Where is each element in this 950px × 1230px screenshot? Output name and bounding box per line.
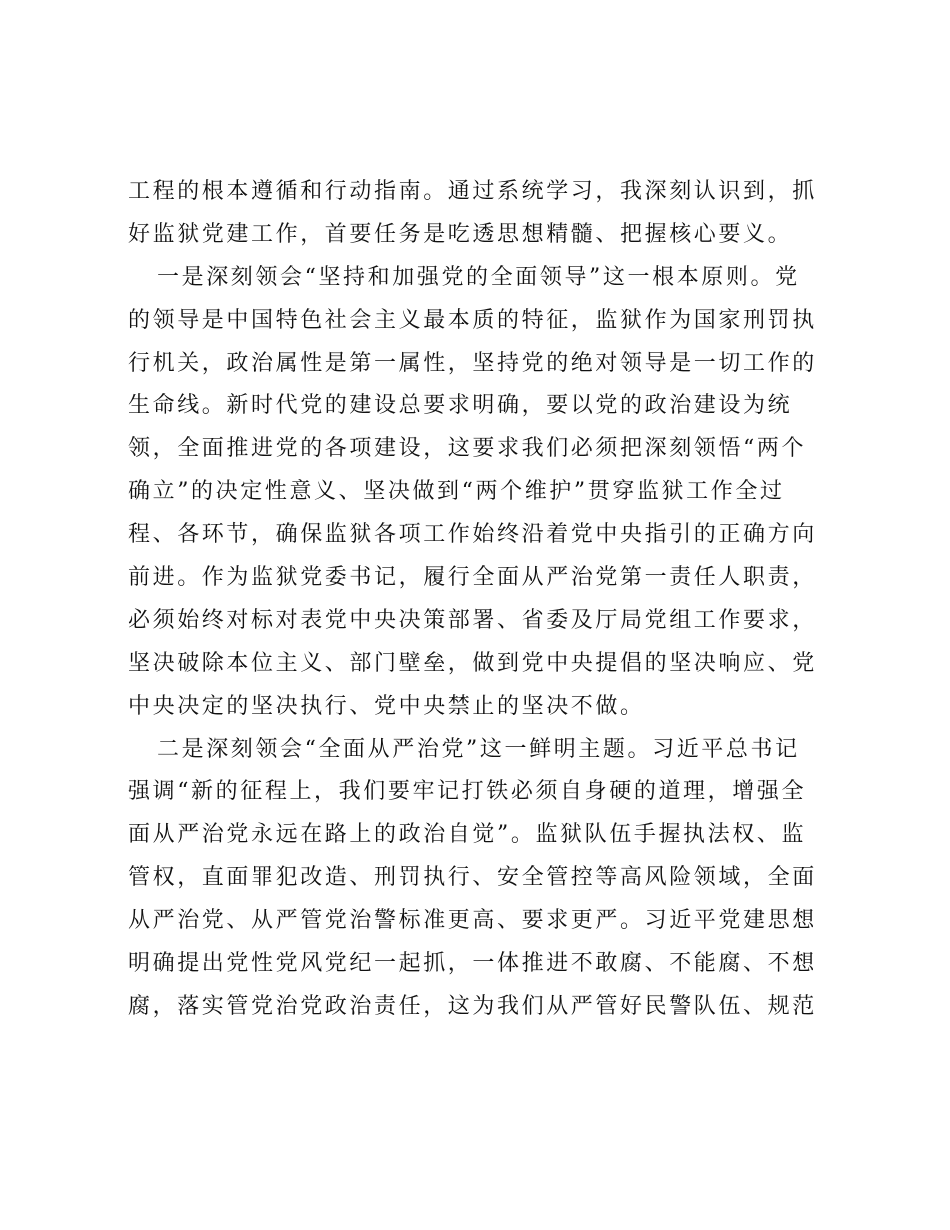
text-line: 领，全面推进党的各项建设，这要求我们必须把深刻领悟“两个 (128, 436, 807, 462)
text-line: 中央决定的坚决执行、党中央禁止的坚决不做。 (128, 693, 645, 719)
text-line: 坚决破除本位主义、部门壁垒，做到党中央提倡的坚决响应、党 (128, 650, 817, 676)
text-line: 好监狱党建工作，首要任务是吃透思想精髓、把握核心要义。 (128, 221, 793, 247)
text-line: 明确提出党性党风党纪一起抓，一体推进不敢腐、不能腐、不想 (128, 951, 817, 977)
text-line: 面从严治党永远在路上的政治自觉”。监狱队伍手握执法权、监 (128, 822, 807, 848)
text-line: 工程的根本遵循和行动指南。通过系统学习，我深刻认识到，抓 (128, 179, 817, 204)
text-line: 确立”的决定性意义、坚决做到“两个维护”贯穿监狱工作全过 (128, 479, 785, 505)
text-line: 管权，直面罪犯改造、刑罚执行、安全管控等高风险领域，全面 (128, 865, 817, 891)
text-line: 生命线。新时代党的建设总要求明确，要以党的政治建设为统 (128, 393, 793, 419)
text-line: 腐，落实管党治党政治责任，这为我们从严管好民警队伍、规范 (128, 993, 817, 1019)
text-line: 程、各环节，确保监狱各项工作始终沿着党中央指引的正确方向 (128, 522, 817, 548)
paragraph-start-line: 一是深刻领会“坚持和加强党的全面领导”这一根本原则。党 (157, 264, 800, 290)
text-line: 前进。作为监狱党委书记，履行全面从严治党第一责任人职责， (128, 565, 817, 591)
body-text (128, 171, 828, 1029)
text-line: 行机关，政治属性是第一属性，坚持党的绝对领导是一切工作的 (128, 350, 817, 376)
text-line: 从严治党、从严管党治警标准更高、要求更严。习近平党建思想 (128, 908, 817, 934)
text-line: 的领导是中国特色社会主义最本质的特征，监狱作为国家刑罚执 (128, 307, 817, 333)
text-line: 必须始终对标对表党中央决策部署、省委及厅局党组工作要求， (128, 607, 817, 633)
text-line: 强调“新的征程上，我们要牢记打铁必须自身硬的道理，增强全 (128, 779, 807, 805)
paragraph-start-line: 二是深刻领会“全面从严治党”这一鲜明主题。习近平总书记 (157, 736, 800, 762)
